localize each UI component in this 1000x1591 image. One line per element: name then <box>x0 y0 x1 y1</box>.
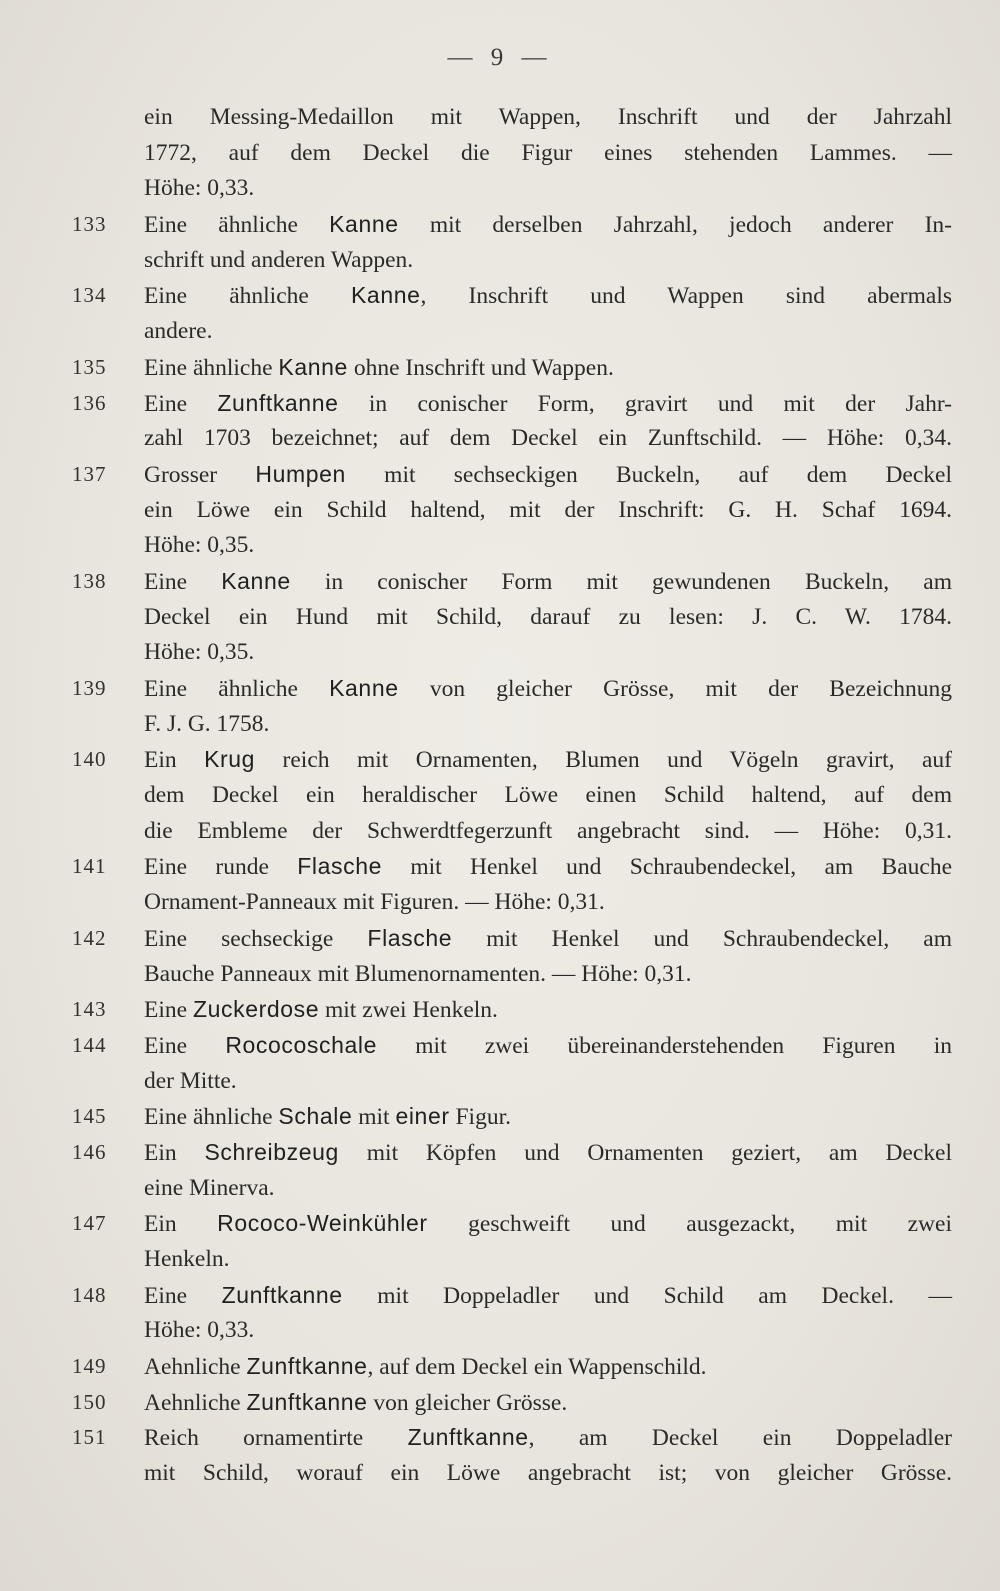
catalogue-entry <box>72 1349 952 1385</box>
entry-number: 134 <box>72 283 107 308</box>
object-keyword: einer <box>395 1103 450 1130</box>
line-content <box>144 1278 952 1315</box>
line-content <box>144 1349 952 1386</box>
line-content <box>144 1028 952 1065</box>
text-segment: Eine ähnliche <box>144 354 279 381</box>
line-content <box>144 1171 952 1207</box>
text-segment: Höhe: 0,33. <box>144 175 255 202</box>
object-keyword: Rococo-Weinkühler <box>217 1210 428 1237</box>
text-line <box>72 707 952 743</box>
text-segment: Eine runde <box>144 854 298 881</box>
line-content <box>144 1313 952 1349</box>
line-content <box>144 1456 952 1492</box>
catalogue-text <box>72 100 952 1492</box>
text-line <box>72 1171 952 1207</box>
text-segment: Eine sechseckige <box>144 925 368 952</box>
object-keyword: Kanne <box>278 353 348 380</box>
text-line <box>72 1135 952 1171</box>
text-segment: mit zwei Henkeln. <box>319 997 498 1024</box>
catalogue-entry <box>72 1028 952 1099</box>
line-content <box>144 742 952 779</box>
text-line <box>72 885 952 921</box>
line-content <box>144 1385 952 1422</box>
object-keyword: Kanne <box>350 282 421 309</box>
text-line <box>72 957 952 993</box>
text-line <box>72 1278 952 1314</box>
catalogue-entry <box>72 207 952 278</box>
text-segment: schrift und anderen Wappen. <box>144 246 414 273</box>
text-line <box>72 1349 952 1385</box>
text-line <box>72 243 952 279</box>
text-segment: der Mitte. <box>144 1067 237 1094</box>
text-line <box>72 1206 952 1242</box>
line-content <box>144 350 952 387</box>
object-keyword: Zuckerdose <box>192 996 320 1023</box>
text-line <box>72 671 952 707</box>
text-segment: Ein <box>144 1139 205 1166</box>
text-segment: mit Doppeladler und Schild am Deckel. — <box>342 1282 952 1309</box>
catalogue-entry <box>72 1278 952 1349</box>
catalogue-entry <box>72 1420 952 1491</box>
catalogue-entry <box>72 386 952 457</box>
catalogue-entry <box>72 671 952 742</box>
text-segment: Höhe: 0,35. <box>144 532 255 559</box>
object-keyword: Rococoschale <box>225 1031 377 1058</box>
line-content <box>144 992 952 1029</box>
text-segment: mit sechseckigen Buckeln, auf dem Deckel <box>345 461 952 488</box>
entry-number: 138 <box>72 568 107 593</box>
text-line <box>72 100 952 136</box>
entry-number: 143 <box>72 997 107 1022</box>
line-content <box>144 100 952 136</box>
entry-number: 148 <box>72 1282 107 1307</box>
entry-number: 136 <box>72 390 107 415</box>
line-content <box>144 314 952 350</box>
text-segment: andere. <box>144 318 213 345</box>
text-segment: Höhe: 0,33. <box>144 1317 255 1344</box>
text-line <box>72 1099 952 1135</box>
catalogue-entry <box>72 1099 952 1135</box>
text-segment: F. J. G. 1758. <box>144 710 270 737</box>
catalogue-entry <box>72 1385 952 1421</box>
object-keyword: Zunftkanne <box>217 389 339 416</box>
text-segment: Eine <box>144 1282 222 1309</box>
entry-number: 146 <box>72 1139 107 1164</box>
text-line <box>72 635 952 671</box>
text-segment: mit zwei übereinanderstehenden Figuren in <box>377 1032 952 1059</box>
text-line <box>72 921 952 957</box>
line-content <box>144 386 952 423</box>
text-line <box>72 1028 952 1064</box>
line-content <box>144 457 952 494</box>
text-line <box>72 1064 952 1100</box>
text-line <box>72 1456 952 1492</box>
text-segment: Eine <box>144 1032 226 1059</box>
catalogue-entry <box>72 278 952 349</box>
page-number: — 9 — <box>447 44 553 71</box>
line-content <box>144 1206 952 1243</box>
entry-number: 139 <box>72 676 107 700</box>
text-segment: Eine ähnliche <box>144 676 330 702</box>
object-keyword: Schreibzeug <box>204 1138 339 1165</box>
line-content <box>144 635 952 671</box>
object-keyword: Zunftkanne <box>246 1388 368 1415</box>
text-segment: geschweift und ausgezackt, mit zwei <box>427 1211 952 1238</box>
line-content <box>144 671 952 708</box>
line-content <box>144 1242 952 1278</box>
text-segment: von gleicher Grösse. <box>367 1389 568 1416</box>
entry-number: 135 <box>72 354 107 379</box>
line-content <box>144 278 952 315</box>
text-segment: Eine ähnliche <box>144 212 330 239</box>
text-segment: Ein <box>144 1211 218 1238</box>
line-content <box>144 600 952 636</box>
text-line <box>72 1242 952 1278</box>
text-segment: Eine <box>144 997 193 1024</box>
text-segment: , auf dem Deckel ein Wappenschild. <box>367 1354 707 1381</box>
text-segment: mit Köpfen und Ornamenten geziert, am Deckel <box>338 1139 952 1166</box>
text-line <box>72 1385 952 1421</box>
text-segment: Aehnliche <box>144 1389 247 1416</box>
line-content <box>144 849 952 886</box>
catalogue-entry <box>72 564 952 671</box>
entry-number: 142 <box>72 925 107 950</box>
text-segment: mit <box>352 1104 396 1131</box>
text-segment: Aehnliche <box>144 1354 247 1381</box>
catalogue-entry <box>72 457 952 564</box>
line-content <box>144 1420 952 1457</box>
text-line <box>72 849 952 885</box>
text-line <box>72 350 952 386</box>
line-content <box>144 1135 952 1172</box>
text-segment: Bauche Panneaux mit Blumenornamenten. — Höhe: 0,31. <box>144 960 692 987</box>
text-line <box>72 814 952 850</box>
line-content <box>144 243 952 279</box>
entry-number: 140 <box>72 747 107 772</box>
object-keyword: Kanne <box>221 567 291 594</box>
catalogue-entry <box>72 1206 952 1277</box>
text-segment: Eine <box>144 568 222 595</box>
object-keyword: Schale <box>278 1103 353 1130</box>
entry-number: 133 <box>72 212 107 237</box>
object-keyword: Humpen <box>255 460 346 487</box>
text-segment: Eine <box>144 390 218 417</box>
object-keyword: Zunftkanne <box>407 1424 529 1451</box>
catalogue-entry <box>72 849 952 920</box>
text-segment: ein Messing-Medaillon mit Wappen, Inschrift und der Jahrzahl <box>144 104 952 130</box>
entry-number: 137 <box>72 461 107 486</box>
text-segment: in conischer Form mit gewundenen Buckeln, am <box>290 568 952 595</box>
text-segment: Henkeln. <box>144 1246 230 1272</box>
catalogue-entry <box>72 742 952 849</box>
text-line <box>72 207 952 243</box>
text-segment: , am Deckel ein Doppeladler <box>528 1425 953 1452</box>
text-segment: Ein <box>144 747 205 774</box>
line-content <box>144 171 952 207</box>
entry-number: 151 <box>72 1425 107 1450</box>
text-segment: mit derselben Jahrzahl, jedoch anderer In- <box>398 212 952 239</box>
object-keyword: Flasche <box>297 853 382 880</box>
text-line <box>72 778 952 814</box>
object-keyword: Kanne <box>329 675 399 701</box>
text-line <box>72 992 952 1028</box>
line-content <box>144 1099 952 1136</box>
text-line <box>72 1313 952 1349</box>
text-segment: Grosser <box>144 461 256 488</box>
text-segment: 1772, auf dem Deckel die Figur eines stehenden Lammes. — <box>144 139 952 166</box>
entry-number: 147 <box>72 1211 107 1236</box>
line-content <box>144 707 952 743</box>
text-segment: dem Deckel ein heraldischer Löwe einen Schild haltend, auf dem <box>144 782 952 809</box>
line-content <box>144 421 952 457</box>
text-segment: eine Minerva. <box>144 1174 275 1201</box>
text-segment: die Embleme der Schwerdtfegerzunft angebracht sind. — Höhe: 0,31. <box>144 817 952 844</box>
text-line <box>72 314 952 350</box>
text-segment: Ornament-Panneaux mit Figuren. — Höhe: 0,31. <box>144 889 605 916</box>
text-line <box>72 386 952 422</box>
text-segment: reich mit Ornamenten, Blumen und Vögeln gravirt, auf <box>255 747 952 774</box>
entry-number: 144 <box>72 1032 107 1057</box>
entry-number: 141 <box>72 854 107 879</box>
entry-number: 145 <box>72 1104 107 1129</box>
entry-number: 149 <box>72 1354 107 1379</box>
text-segment: von gleicher Grösse, mit der Bezeichnung <box>398 676 952 702</box>
entry-number: 150 <box>72 1389 107 1414</box>
object-keyword: Flasche <box>367 924 453 951</box>
line-content <box>144 207 952 244</box>
text-segment: ein Löwe ein Schild haltend, mit der Inschrift: G. H. Schaf 1694. <box>144 496 952 523</box>
text-line <box>72 421 952 457</box>
text-line <box>72 742 952 778</box>
line-content <box>144 1064 952 1100</box>
catalogue-entry <box>72 1135 952 1206</box>
text-line <box>72 564 952 600</box>
line-content <box>144 921 952 958</box>
text-segment: mit Henkel und Schraubendeckel, am <box>452 925 952 952</box>
object-keyword: Krug <box>204 746 256 773</box>
line-content <box>144 136 952 172</box>
text-segment: in conischer Form, gravirt und mit der Jahr- <box>338 390 952 417</box>
line-content <box>144 564 952 601</box>
text-line <box>72 171 952 207</box>
text-line <box>72 493 952 529</box>
line-content <box>144 885 952 921</box>
text-line <box>72 278 952 314</box>
text-line <box>72 136 952 172</box>
line-content <box>144 814 952 850</box>
line-content <box>144 528 952 564</box>
text-segment: Reich ornamentirte <box>144 1425 408 1452</box>
text-segment: zahl 1703 bezeichnet; auf dem Deckel ein Zunftschild. — Höhe: 0,34. <box>144 425 952 452</box>
text-line <box>72 600 952 636</box>
text-line <box>72 457 952 493</box>
text-segment: , Inschrift und Wappen sind abermals <box>420 283 952 310</box>
text-segment: Deckel ein Hund mit Schild, darauf zu lesen: J. C. W. 1784. <box>144 603 952 630</box>
text-segment: Eine ähnliche <box>144 1104 279 1131</box>
text-segment: ohne Inschrift und Wappen. <box>347 354 614 381</box>
text-segment: mit Schild, worauf ein Löwe angebracht ist; von gleicher Grösse. <box>144 1460 952 1487</box>
object-keyword: Kanne <box>329 211 399 238</box>
text-line <box>72 1420 952 1456</box>
line-content <box>144 957 952 993</box>
text-line <box>72 528 952 564</box>
catalogue-entry <box>72 350 952 386</box>
object-keyword: Zunftkanne <box>246 1353 368 1380</box>
text-segment: Figur. <box>449 1104 511 1131</box>
text-segment: mit Henkel und Schraubendeckel, am Bauche <box>381 854 952 881</box>
text-segment: Eine ähnliche <box>144 283 351 310</box>
line-content <box>144 778 952 814</box>
text-segment: Höhe: 0,35. <box>144 639 255 666</box>
catalogue-entry <box>72 921 952 992</box>
object-keyword: Zunftkanne <box>221 1281 343 1308</box>
line-content <box>144 493 952 529</box>
catalogue-entry <box>72 992 952 1028</box>
